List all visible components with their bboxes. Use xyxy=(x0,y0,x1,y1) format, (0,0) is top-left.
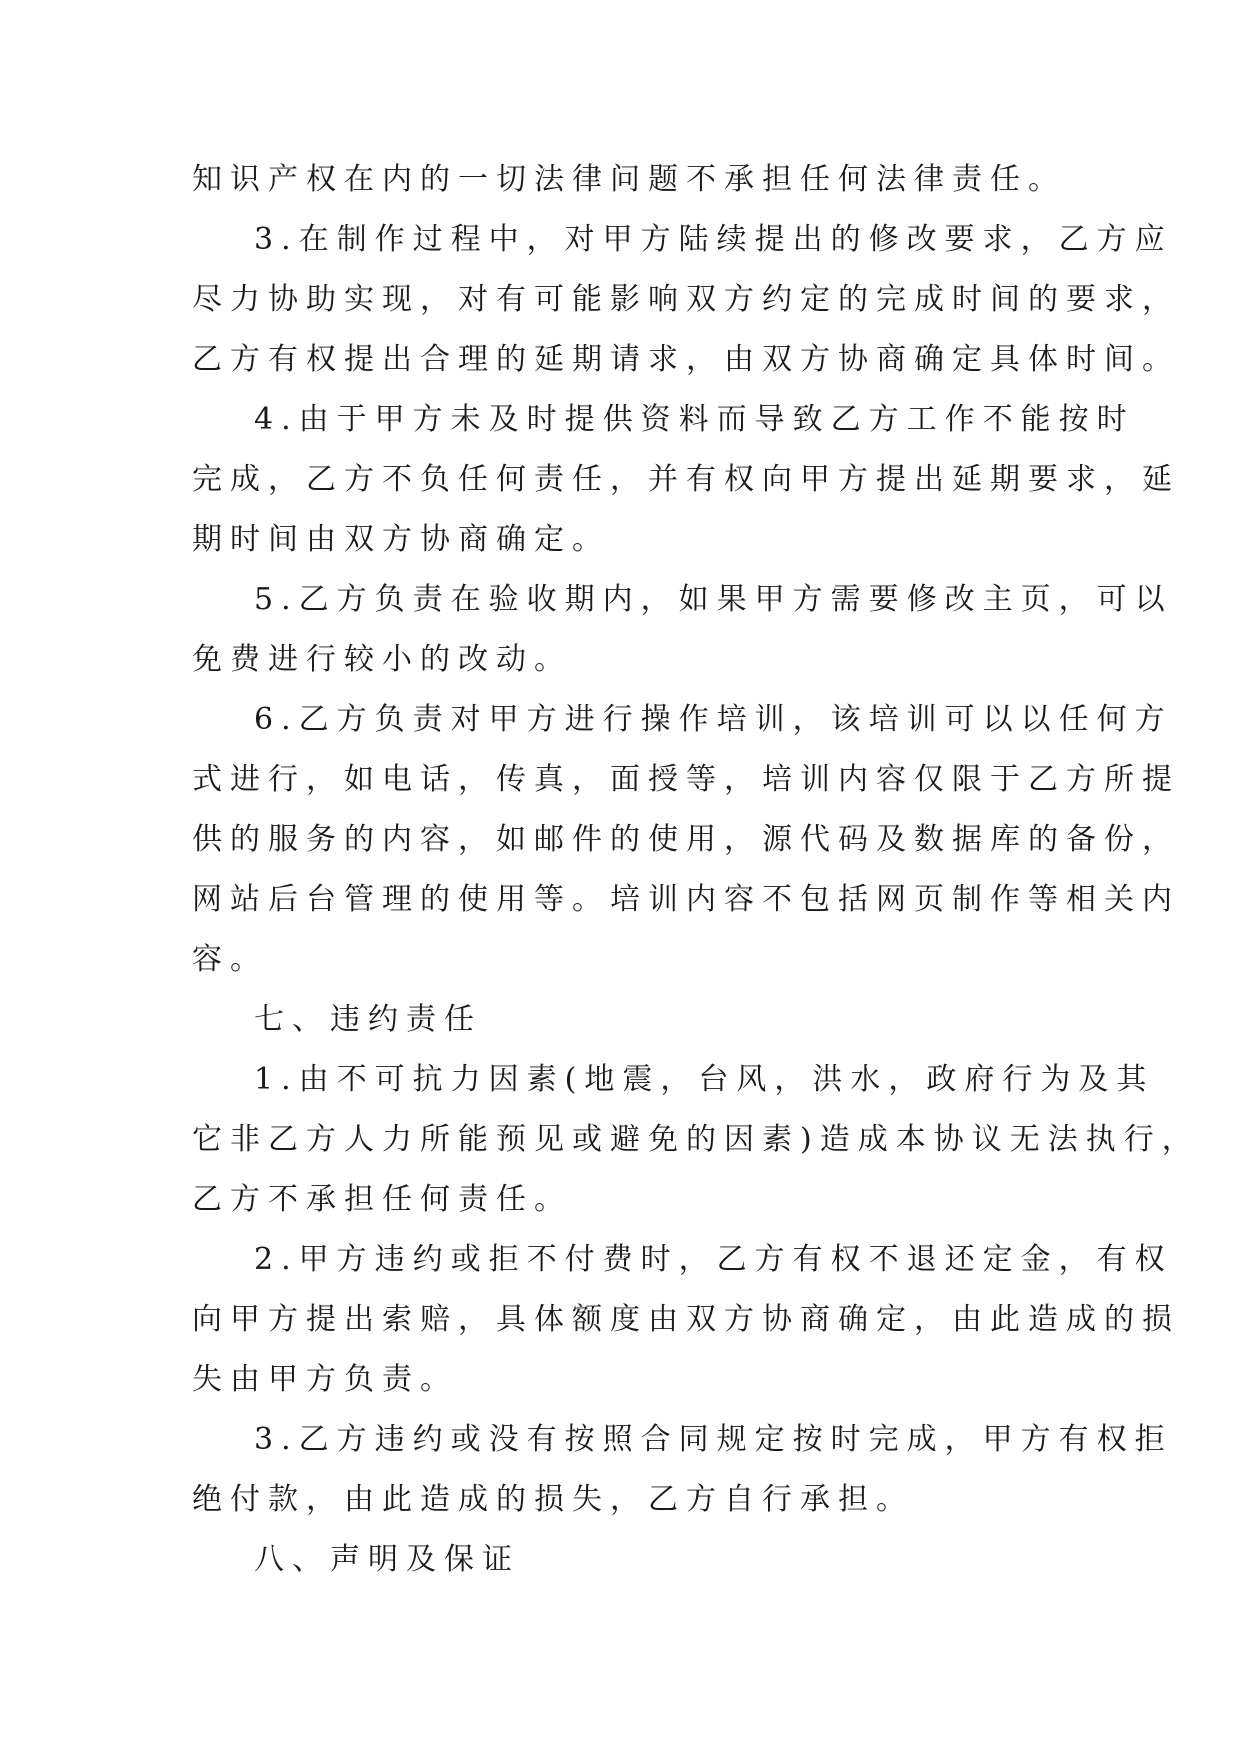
clause-6-line: 6.乙方负责对甲方进行操作培训，该培训可以以任何方 xyxy=(254,702,1173,737)
section-heading-breach: 七、违约责任 xyxy=(254,1002,482,1037)
breach-clause-2-line: 失由甲方负责。 xyxy=(192,1362,458,1397)
clause-3-line: 3.在制作过程中，对甲方陆续提出的修改要求，乙方应 xyxy=(254,222,1173,257)
clause-4-line: 完成，乙方不负任何责任，并有权向甲方提出延期要求，延 xyxy=(192,462,1180,497)
breach-clause-1-line: 乙方不承担任何责任。 xyxy=(192,1182,572,1217)
clause-5-line: 5.乙方负责在验收期内，如果甲方需要修改主页，可以 xyxy=(254,582,1173,617)
breach-clause-3-line: 绝付款，由此造成的损失，乙方自行承担。 xyxy=(192,1482,914,1517)
clause-6-line: 式进行，如电话，传真，面授等，培训内容仅限于乙方所提 xyxy=(192,762,1180,797)
breach-clause-3-line: 3.乙方违约或没有按照合同规定按时完成，甲方有权拒 xyxy=(254,1422,1173,1457)
section-heading-declaration: 八、声明及保证 xyxy=(254,1542,520,1577)
breach-clause-2-line: 2.甲方违约或拒不付费时，乙方有权不退还定金，有权 xyxy=(254,1242,1173,1277)
clause-4-line: 4.由于甲方未及时提供资料而导致乙方工作不能按时 xyxy=(254,402,1135,437)
paragraph-line: 知识产权在内的一切法律问题不承担任何法律责任。 xyxy=(192,162,1066,197)
clause-6-line: 容。 xyxy=(192,942,268,977)
clause-6-line: 供的服务的内容，如邮件的使用，源代码及数据库的备份， xyxy=(192,822,1180,857)
document-body xyxy=(192,150,1200,1590)
clause-6-line: 网站后台管理的使用等。培训内容不包括网页制作等相关内 xyxy=(192,882,1180,917)
clause-3-line: 乙方有权提出合理的延期请求，由双方协商确定具体时间。 xyxy=(192,342,1180,377)
clause-5-line: 免费进行较小的改动。 xyxy=(192,642,572,677)
breach-clause-2-line: 向甲方提出索赔，具体额度由双方协商确定，由此造成的损 xyxy=(192,1302,1180,1337)
breach-clause-1-line: 1.由不可抗力因素(地震，台风，洪水，政府行为及其 xyxy=(254,1062,1155,1097)
clause-3-line: 尽力协助实现，对有可能影响双方约定的完成时间的要求， xyxy=(192,282,1180,317)
breach-clause-1-line: 它非乙方人力所能预见或避免的因素)造成本协议无法执行， xyxy=(192,1122,1200,1157)
clause-4-line: 期时间由双方协商确定。 xyxy=(192,522,610,557)
